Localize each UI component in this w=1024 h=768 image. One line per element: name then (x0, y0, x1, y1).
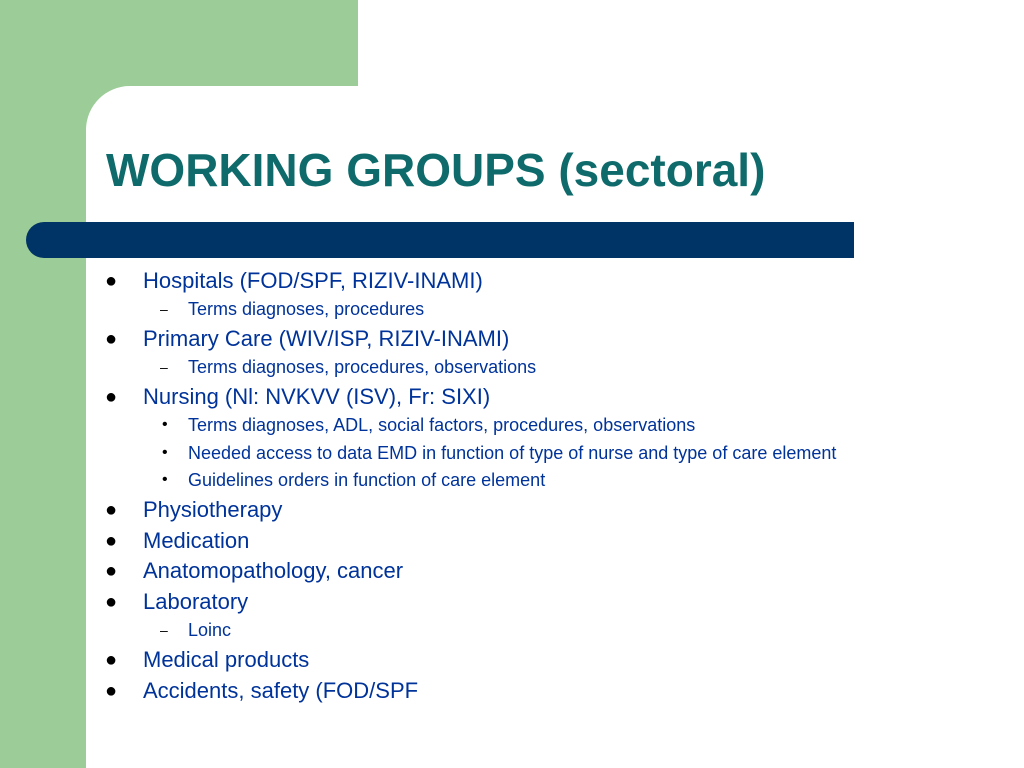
list-item (160, 297, 425, 321)
list-item (105, 557, 404, 585)
list-item (105, 677, 419, 705)
list-item (162, 441, 837, 465)
list-item-text: Primary Care (WIV/ISP, RIZIV-INAMI) (143, 326, 510, 351)
round-bullet-icon: ● (105, 680, 118, 702)
list-item-text: Medical products (143, 647, 310, 672)
list-item-text: Terms diagnoses, procedures, observations (188, 357, 537, 377)
list-item-text: Guidelines orders in function of care element (188, 470, 546, 490)
list-item-text: Laboratory (143, 589, 249, 614)
round-bullet-icon: ● (105, 591, 118, 613)
dash-bullet-icon: – (160, 301, 168, 317)
slide-title: WORKING GROUPS (sectoral) (106, 144, 766, 196)
list-item-text: Anatomopathology, cancer (143, 558, 404, 583)
list-item-text: Terms diagnoses, ADL, social factors, procedures, observations (188, 415, 696, 435)
list-item (105, 325, 510, 353)
round-bullet-icon: ● (105, 499, 118, 521)
round-bullet-icon: ● (105, 270, 118, 292)
round-bullet-icon: ● (105, 530, 118, 552)
list-item (105, 527, 250, 555)
list-item-text: Hospitals (FOD/SPF, RIZIV-INAMI) (143, 268, 483, 293)
list-item-text: Nursing (Nl: NVKVV (ISV), Fr: SIXI) (143, 384, 491, 409)
list-item-text: Medication (143, 528, 250, 553)
list-item-text: Loinc (188, 620, 232, 640)
list-item (105, 588, 249, 616)
small-bullet-icon: • (162, 444, 168, 461)
list-item-text: Terms diagnoses, procedures (188, 299, 425, 319)
list-item (162, 413, 696, 437)
dash-bullet-icon: – (160, 359, 168, 375)
list-item (160, 355, 537, 379)
round-bullet-icon: ● (105, 386, 118, 408)
round-bullet-icon: ● (105, 560, 118, 582)
small-bullet-icon: • (162, 471, 168, 488)
list-item-text: Physiotherapy (143, 497, 283, 522)
list-item-text: Needed access to data EMD in function of type of nurse and type of care element (188, 443, 837, 463)
dash-bullet-icon: – (160, 622, 168, 638)
small-bullet-icon: • (162, 416, 168, 433)
round-bullet-icon: ● (105, 328, 118, 350)
list-item (105, 646, 310, 674)
list-item (105, 383, 491, 411)
list-item (160, 618, 232, 642)
list-item (162, 468, 546, 492)
list-item (105, 496, 283, 524)
round-bullet-icon: ● (105, 649, 118, 671)
list-item-text: Accidents, safety (FOD/SPF (143, 678, 419, 703)
list-item (105, 267, 483, 295)
